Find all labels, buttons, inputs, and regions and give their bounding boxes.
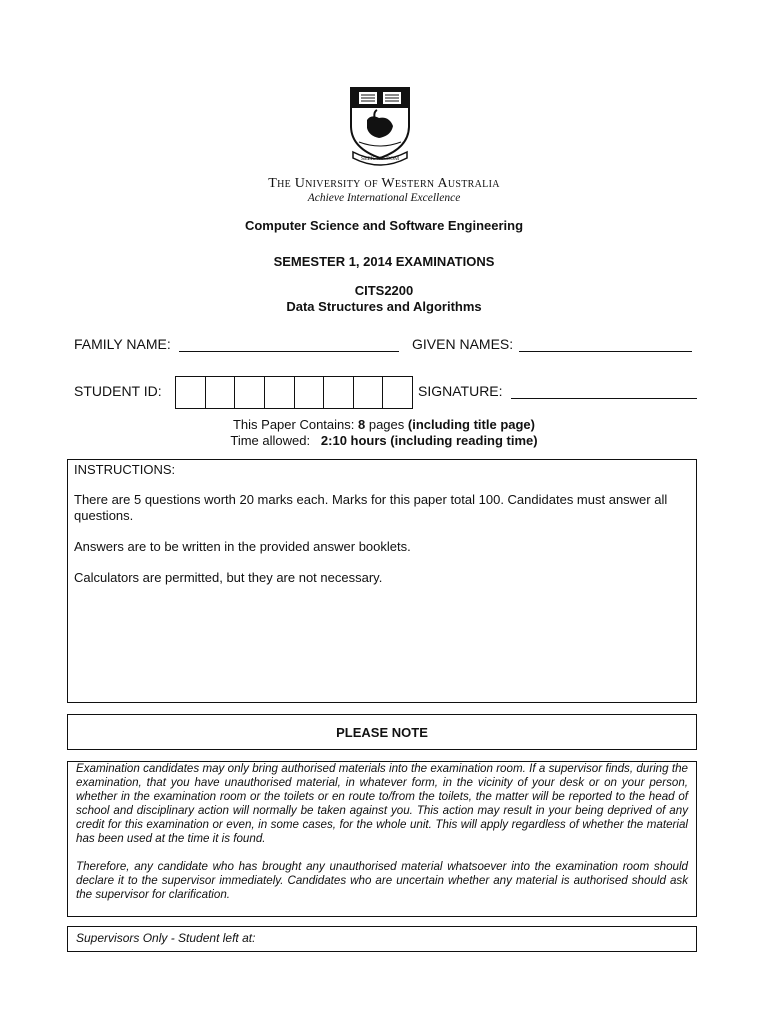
student-id-box[interactable]	[354, 377, 384, 408]
given-names-label: GIVEN NAMES:	[412, 336, 514, 352]
instructions-heading: INSTRUCTIONS:	[74, 462, 176, 477]
student-id-box[interactable]	[383, 377, 412, 408]
university-crest-logo	[349, 86, 411, 166]
paper-pages-info	[0, 417, 768, 432]
department-title: Computer Science and Software Engineering	[244, 218, 524, 233]
supervisors-only-box: Supervisors Only - Student left at:	[67, 926, 697, 952]
student-id-boxes[interactable]	[175, 376, 413, 409]
signature-field[interactable]	[511, 398, 697, 399]
university-name	[0, 175, 768, 192]
instructions-para-3: Calculators are permitted, but they are not necessary.	[74, 570, 383, 585]
student-id-box[interactable]	[206, 377, 236, 408]
pages-count: 8	[358, 417, 366, 432]
please-note-heading: PLEASE NOTE	[67, 714, 697, 750]
please-note-box	[67, 761, 697, 917]
instructions-para-1: There are 5 questions worth 20 marks each. Marks for this paper total 100. Candidates must answer all questions.	[74, 492, 668, 523]
time-allowed-info	[0, 433, 768, 448]
university-motto: Achieve International Excellence	[307, 192, 461, 204]
student-id-box[interactable]	[324, 377, 354, 408]
student-id-box[interactable]	[235, 377, 265, 408]
instructions-box	[67, 459, 697, 703]
family-name-field[interactable]	[179, 351, 399, 352]
unit-code: CITS2200	[354, 283, 414, 298]
note-para-2: Therefore, any candidate who has brought any unauthorised material whatsoever into the examination room should declare it to the supervisor immediately. Candidates who are uncertain whether any material is authorised should ask the supervisor for clarification.	[76, 860, 688, 901]
unit-name: Data Structures and Algorithms	[286, 299, 482, 314]
university-name-text: University of Western Australia	[294, 176, 500, 191]
student-id-label: STUDENT ID:	[74, 383, 162, 399]
crest-scroll-text: SEEK WISDOM	[361, 156, 399, 162]
given-names-field[interactable]	[519, 351, 692, 352]
student-id-box[interactable]	[295, 377, 325, 408]
pages-note: (including title page)	[407, 417, 535, 432]
time-prefix: Time allowed:	[230, 433, 311, 448]
student-id-box[interactable]	[176, 377, 206, 408]
semester-title: SEMESTER 1, 2014 EXAMINATIONS	[273, 254, 495, 269]
student-id-box[interactable]	[265, 377, 295, 408]
time-value: 2:10 hours (including reading time)	[320, 433, 538, 448]
instructions-para-2: Answers are to be written in the provided answer booklets.	[74, 539, 411, 554]
pages-prefix: This Paper Contains:	[232, 417, 358, 432]
university-name-prefix: The	[268, 176, 292, 191]
signature-label: SIGNATURE:	[418, 383, 503, 399]
note-para-1: Examination candidates may only bring authorised materials into the examination room. If a supervisor finds, during the examination, that you have unauthorised material, in whatever form, in the vicinity of your desk or on your person, whether in the examination room or the toilets or en route to/from the toilets, the matter will be reported to the head of school and disciplinary action will normally be taken against you. This action may result in your being deprived of any credit for this examination or even, in some cases, for the whole unit. This will apply regardless of whether the material has been used at the time it is found.	[76, 762, 688, 845]
family-name-label: FAMILY NAME:	[74, 336, 171, 352]
pages-word: pages	[365, 417, 408, 432]
